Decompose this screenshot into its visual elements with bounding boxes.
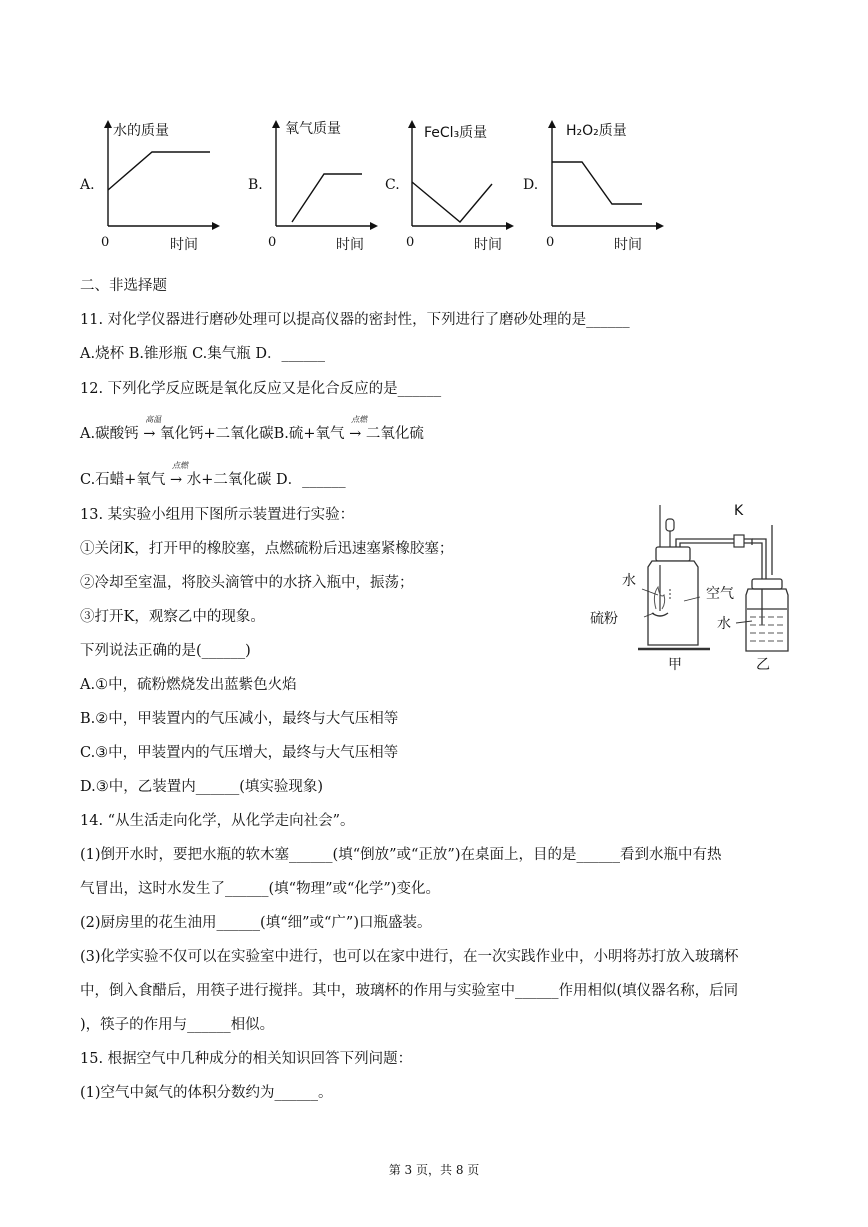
q14-part1a: (1)倒开水时，要把水瓶的软木塞______(填“倒放”或“正放”)在桌面上，目的是______看到水瓶中有热 [80, 847, 722, 863]
q13-option-d: D.③中，乙装置内______(填实验现象) [80, 779, 324, 795]
q11-options: A.烧杯 B.锥形瓶 C.集气瓶 D．______ [80, 346, 325, 362]
q12-a-reactant: A.碳酸钙 [80, 426, 139, 442]
reaction-arrow: 点燃 → [349, 415, 368, 442]
q14-stem: 14. “从生活走向化学，从化学走向社会”。 [80, 813, 355, 829]
q12-stem: 12. 下列化学反应既是氧化反应又是化合反应的是______ [80, 381, 442, 397]
y-axis-label: 氧气质量 [285, 121, 341, 137]
x-axis-label: 时间 [336, 237, 364, 253]
origin-label: 0 [268, 235, 277, 250]
bottle-jia-label: 甲 [668, 657, 682, 673]
q13-step2: ②冷却至室温，将胶头滴管中的水挤入瓶中，振荡； [80, 575, 414, 591]
option-label: B. [248, 177, 263, 193]
reaction-arrow: 高温 → [143, 415, 162, 442]
y-axis-label: H₂O₂质量 [566, 123, 627, 139]
q12-a-products: 氧化钙+二氧化碳B.硫+氧气 [159, 426, 345, 442]
q13-stem: 13. 某实验小组用下图所示装置进行实验： [80, 507, 355, 523]
graph-b-plot [268, 118, 388, 230]
reaction-arrow: 点燃 → [169, 461, 188, 488]
q13-ask: 下列说法正确的是(______) [80, 643, 251, 659]
q15-stem: 15. 根据空气中几种成分的相关知识回答下列问题： [80, 1051, 413, 1067]
condition-label: 高温 [145, 415, 162, 424]
graph-a-plot [100, 118, 230, 230]
water-label-yi: 水 [717, 616, 731, 632]
x-axis-label: 时间 [170, 237, 198, 253]
q13-option-a: A.①中，硫粉燃烧发出蓝紫色火焰 [80, 677, 297, 693]
option-label: A. [80, 177, 95, 193]
q12-b-product: 二氧化硫 [365, 426, 424, 442]
valve-k-label: K [734, 503, 744, 519]
origin-label: 0 [406, 235, 415, 250]
y-axis-label: FeCl₃质量 [424, 125, 488, 141]
section-title: 二、非选择题 [80, 278, 167, 294]
q13-option-b: B.②中，甲装置内的气压减小，最终与大气压相等 [80, 711, 399, 727]
graph-c-plot [404, 118, 524, 230]
option-label: C. [385, 177, 400, 193]
x-axis-label: 时间 [614, 237, 642, 253]
q14-part3b: 中，倒入食醋后，用筷子进行搅拌。其中，玻璃杯的作用与实验室中______作用相似(填仪器名称，后同 [80, 983, 739, 999]
q14-part3c: )，筷子的作用与______相似。 [80, 1017, 275, 1033]
condition-label: 点燃 [171, 461, 188, 470]
q14-part1b: 气冒出，这时水发生了______(填“物理”或“化学”)变化。 [80, 881, 440, 897]
water-label-jia: 水 [622, 573, 636, 589]
x-axis-label: 时间 [474, 237, 502, 253]
q14-part3a: (3)化学实验不仅可以在实验室中进行，也可以在家中进行，在一次实践作业中，小明将苏打放入玻璃杯 [80, 949, 739, 965]
condition-label: 点燃 [351, 415, 368, 424]
page-footer: 第 3 页，共 8 页 [388, 1163, 480, 1177]
q14-part2: (2)厨房里的花生油用______(填“细”或“广”)口瓶盛装。 [80, 915, 432, 931]
option-label: D. [523, 177, 539, 193]
origin-label: 0 [101, 235, 110, 250]
q11-stem: 11. 对化学仪器进行磨砂处理可以提高仪器的密封性，下列进行了磨砂处理的是______ [80, 312, 630, 328]
q12-option-cd [80, 461, 346, 489]
q13-step1: ①关闭K，打开甲的橡胶塞，点燃硫粉后迅速塞紧橡胶塞； [80, 541, 454, 557]
q15-part1: (1)空气中氮气的体积分数约为______。 [80, 1085, 333, 1101]
q12-c-products: 水+二氧化碳 D．______ [186, 472, 346, 488]
sulfur-label: 硫粉 [590, 611, 618, 627]
bottle-yi-label: 乙 [756, 657, 770, 673]
q13-option-c: C.③中，甲装置内的气压增大，最终与大气压相等 [80, 745, 399, 761]
origin-label: 0 [546, 235, 555, 250]
q12-c-reactants: C.石蜡+氧气 [80, 472, 166, 488]
y-axis-label: 水的质量 [113, 123, 169, 139]
graph-d-plot [544, 118, 674, 230]
q12-option-ab [80, 415, 424, 443]
air-label: 空气 [706, 586, 734, 602]
q13-step3: ③打开K，观察乙中的现象。 [80, 609, 265, 625]
